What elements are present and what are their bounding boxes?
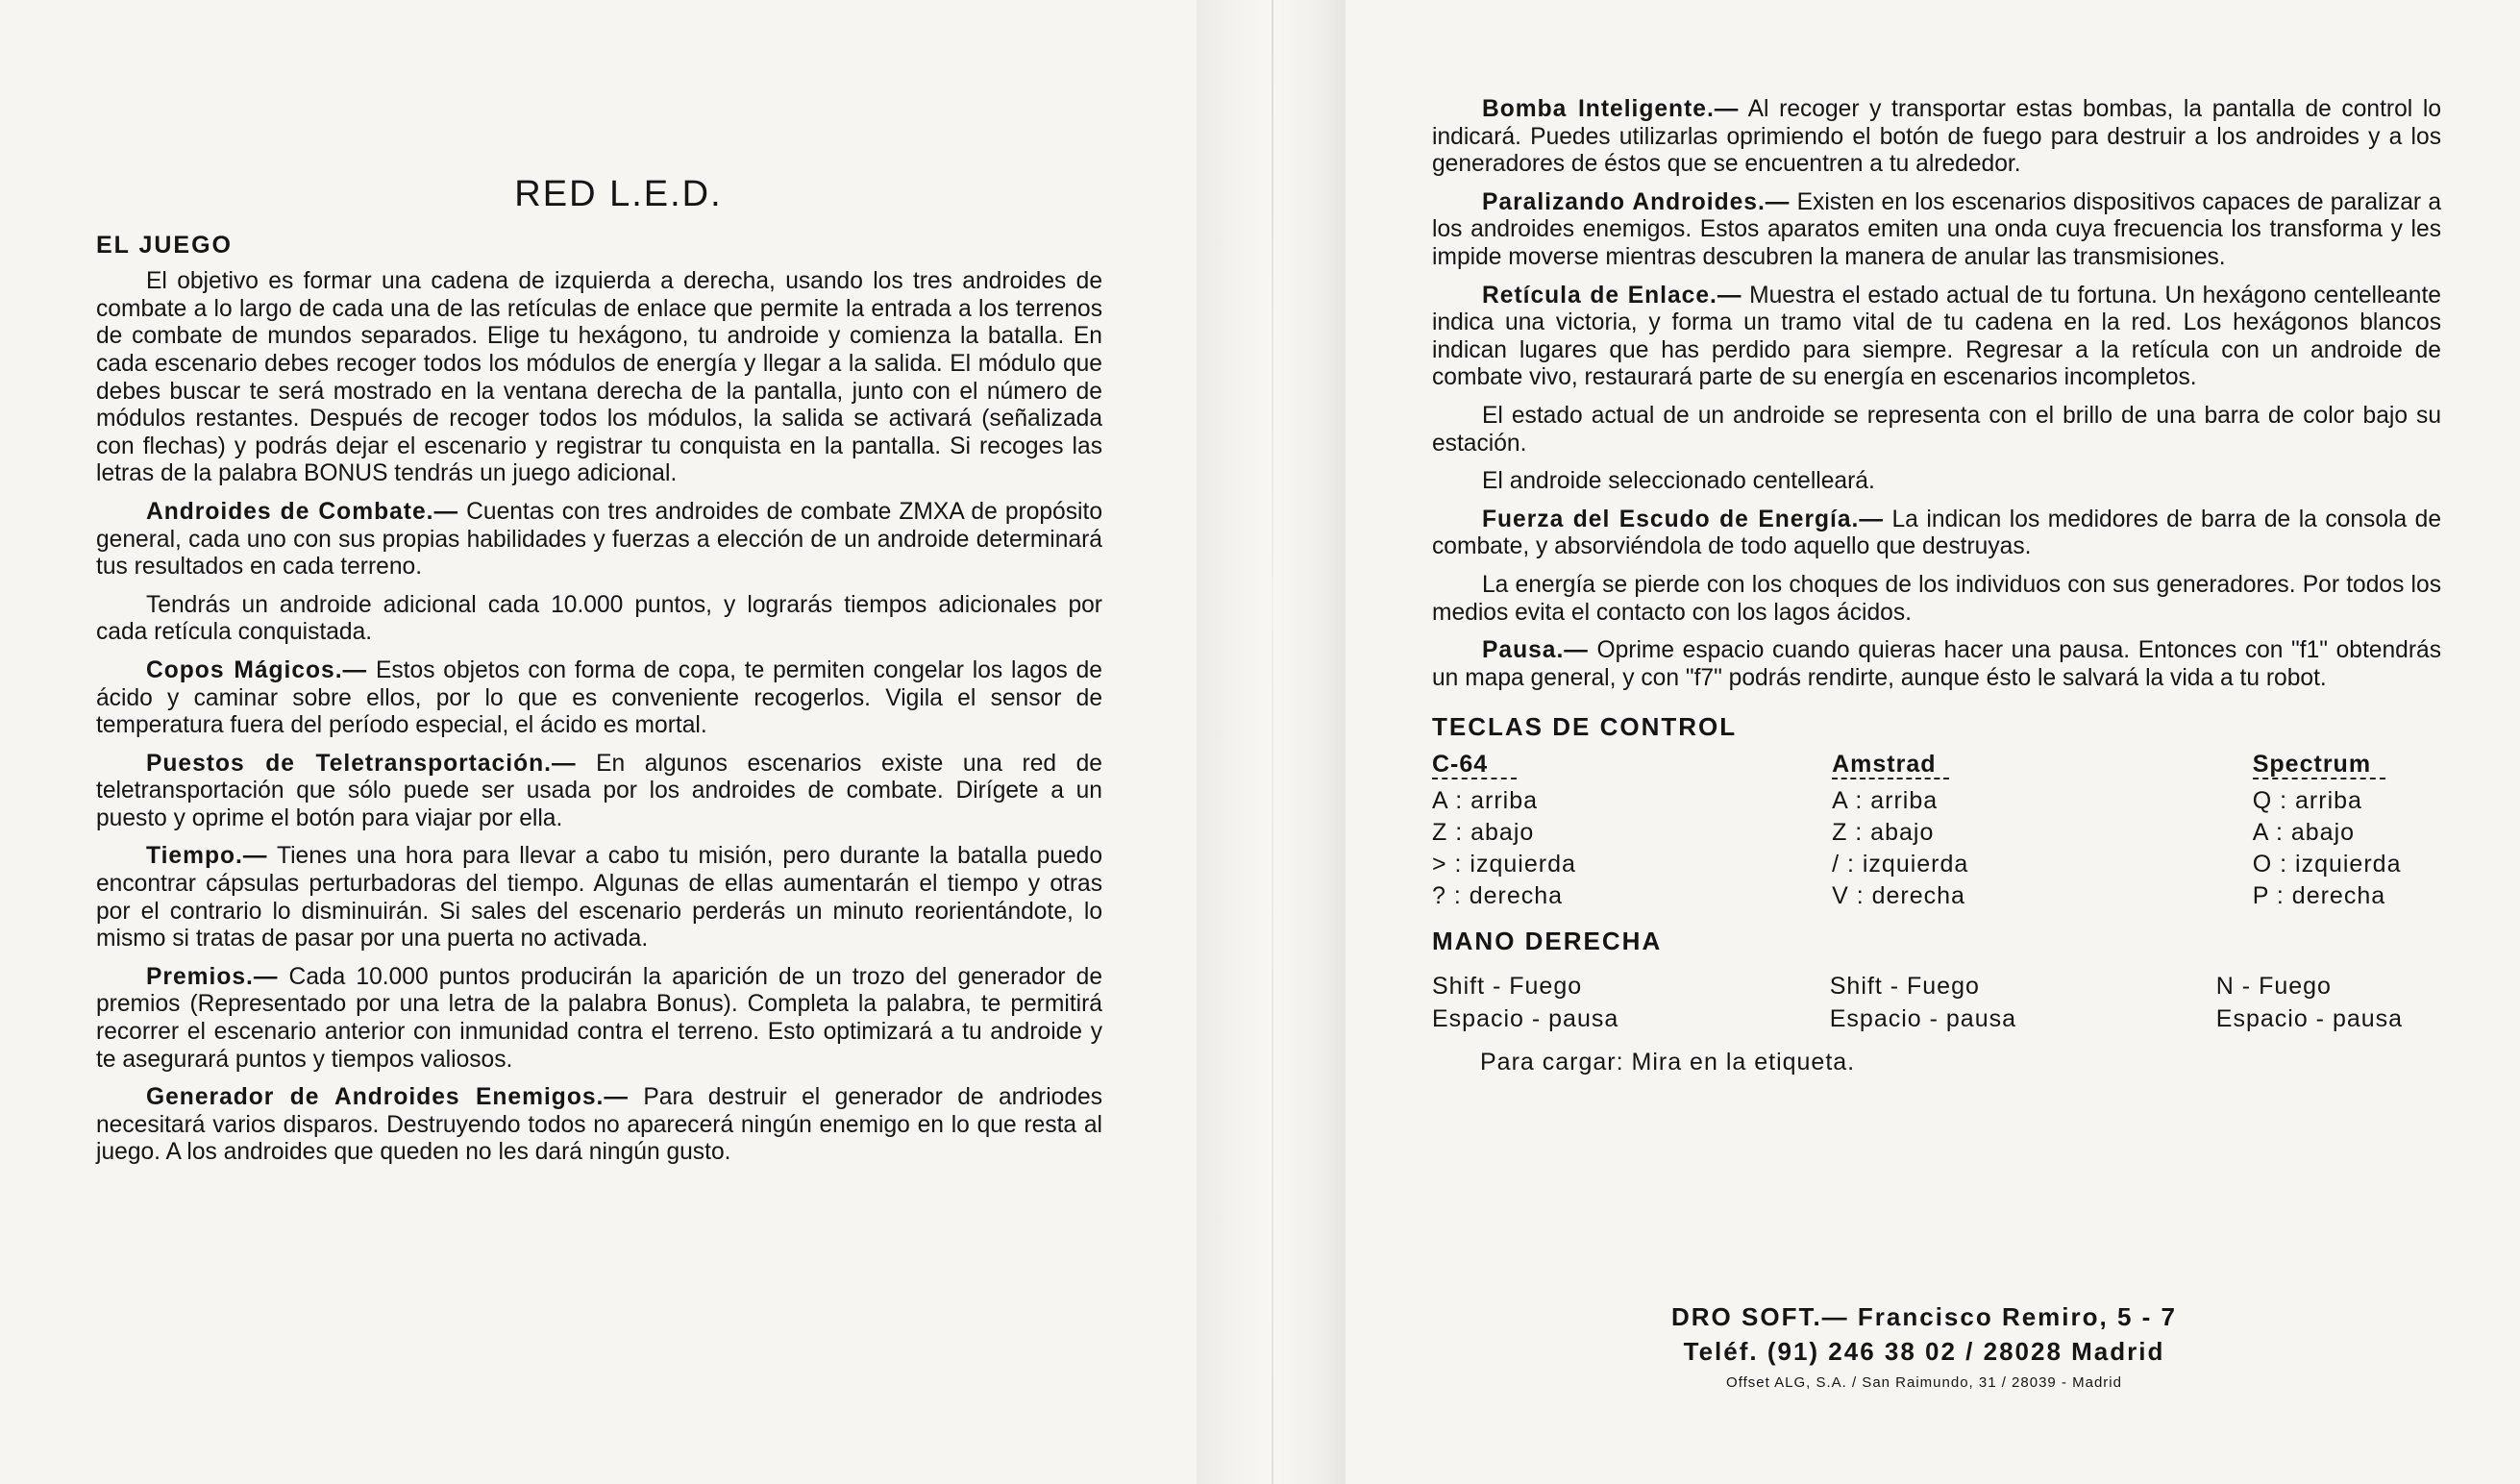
key-row: O : izquierda [2252,850,2402,878]
estado-paragraph: El estado actual de un androide se representa con el brillo de una barra de color bajo su estación. [1432,402,2441,457]
bomba-paragraph [1432,96,2441,179]
hand-amstrad [1830,970,2216,1035]
fire-key: N - Fuego [2215,973,2332,1001]
tiempo-heading: Tiempo.— [146,843,268,870]
teclas-heading: TECLAS DE CONTROL [1432,712,1738,742]
paralizando-text: Existen en los escenarios dispositivos capaces de paralizar a los androides enemigos. Estos aparatos emiten una onda cuya frecuencia los transforma y les impide moverse mientras descubren la manera de anular las transmisiones. [1432,188,2441,270]
key-row: A : arriba [1832,786,1939,814]
key-row: V : derecha [1832,881,1965,909]
generador-heading: Generador de Androides Enemigos.— [146,1084,629,1111]
publisher-address: DRO SOFT.— Francisco Remiro, 5 - 7 [1671,1302,2177,1331]
fuerza-text: La indican los medidores de barra de la consola de combate, y absorviéndola de todo aquello que destruyas. [1432,506,2441,560]
system-name-spectrum [2253,749,2441,779]
left-page [0,0,1197,1484]
keys-spectrum [2253,749,2441,912]
copos-text: Estos objetos con forma de copa, te permiten congelar los lagos de ácido y caminar sobre ellos, por lo que es conveniente recogerlos. Vigila el sensor de temperatura fuera del período especial, el ácido es mortal. [96,656,1102,739]
fuerza-heading: Fuerza del Escudo de Energía.— [1482,506,1884,532]
key-row: Z : abajo [1432,818,1535,846]
right-hand-table [1432,970,2441,1035]
paralizando-heading: Paralizando Androides.— [1482,188,1791,215]
premios-heading: Premios.— [146,963,279,990]
reticula-heading: Retícula de Enlace.— [1482,282,1742,309]
premios-text: Cada 10.000 puntos producirán la aparición de un trozo del generador de premios (Representado por una letra de la palabra Bonus). Completa la palabra, te permitirá recorrer el escenario anterior con inmunidad contra el terreno. Esto optimizará a tu androide y te asegurará puntos y tiempos valiosos. [96,963,1102,1073]
printer-credit: Offset ALG, S.A. / San Raimundo, 31 / 28039 - Madrid [1726,1374,2122,1391]
fold-crease [1272,0,1273,1484]
key-row: P : derecha [2252,881,2386,909]
publisher-block [1655,1299,2193,1391]
right-page [1346,0,2520,1484]
pause-key: Espacio - pausa [1432,1005,1619,1033]
system-name-amstrad [1832,749,2253,779]
reticula-paragraph [1432,283,2441,392]
hand-c64 [1432,970,1830,1035]
premios-paragraph [96,964,1102,1074]
key-row: > : izquierda [1432,850,1576,878]
page-title: RED L.E.D. [514,174,723,214]
fire-key: Shift - Fuego [1829,973,1980,1001]
pause-key: Espacio - pausa [2215,1005,2404,1033]
energia-paragraph: La energía se pierde con los choques de los individuos con sus generadores. Por todos los medios evita el contacto con los lagos ácidos. [1432,571,2441,626]
system-name-c64 [1432,749,1832,779]
generador-text: Para destruir el generador de andriodes necesitará varios disparos. Destruyendo todos no aparecerá ningún enemigo en lo que resta al juego. A los androides que queden no les dará ningún gusto. [96,1084,1102,1166]
puestos-paragraph [96,751,1102,833]
key-row: / : izquierda [1832,850,1969,878]
generador-paragraph [96,1084,1102,1167]
center-fold [1197,0,1346,1484]
intro-paragraph: El objetivo es formar una cadena de izquierda a derecha, usando los tres androides de combate a lo largo de cada una de las retículas de enlace que permite la entrada a los terrenos de combate de mundos separados. Elige tu hexágono, tu androide y comienza la batalla. En cada escenario debes recoger todos los módulos de energía y llegar a la salida. El módulo que debes buscar te será mostrado en la ventana derecha de la pantalla, junto con el número de módulos restantes. Después de recoger todos los módulos, la salida se activará (señalizada con flechas) y podrás dejar el escenario y registrar tu conquista en la pantalla. Si recoges las letras de la palabra BONUS tendrás un juego adicional. [96,268,1102,487]
seleccionado-paragraph: El androide seleccionado centelleará. [1482,468,1875,495]
pausa-paragraph [1432,637,2441,692]
paralizando-paragraph [1432,189,2441,272]
puestos-text: En algunos escenarios existe una red de teletransportación que sólo puede ser usada por los androides de combate. Dirígete a un puesto y oprime el botón para viajar por ella. [96,750,1102,831]
fire-key: Shift - Fuego [1432,973,1583,1001]
pausa-heading: Pausa.— [1482,637,1589,664]
left-column [96,174,1102,1177]
pause-key: Espacio - pausa [1829,1005,2017,1033]
load-instructions: Para cargar: Mira en la etiqueta. [1480,1049,1856,1076]
key-row: Q : arriba [2252,786,2362,814]
key-row: ? : derecha [1432,881,1564,909]
puestos-heading: Puestos de Teletransportación.— [146,750,577,777]
hand-spectrum [2216,970,2441,1035]
key-row: A : abajo [2252,818,2356,846]
key-row: A : arriba [1432,786,1539,814]
pausa-text: Oprime espacio cuando quieras hacer una pausa. Entonces con "f1" obtendrás un mapa general, y con "f7" podrás rendirte, aunque ésto le salvará la vida a tu robot. [1432,637,2441,691]
copos-heading: Copos Mágicos.— [146,656,368,683]
fuerza-paragraph [1432,507,2441,561]
right-column [1432,96,2441,1076]
bomba-heading: Bomba Inteligente.— [1482,96,1740,122]
dashed-underline [1432,778,1517,779]
key-row: Z : abajo [1832,818,1935,846]
androides-text: Cuentas con tres androides de combate ZMXA de propósito general, cada uno con sus propias habilidades y fuerzas a elección de un androide determinará tus resultados en cada terreno. [96,498,1102,581]
system-label: Spectrum [2252,750,2372,778]
dashed-underline [1832,778,1949,779]
reticula-text: Muestra el estado actual de tu fortuna. Un hexágono centelleante indica una victoria, y forma un tramo vital de tu cadena en la red. Los hexágonos blancos indican lugares que has perdido para siempre. Regresar a la retícula con un androide de combate vivo, restaurará parte de su energía en escenarios incompletos. [1432,282,2441,391]
tiempo-paragraph [96,843,1102,952]
publisher-phone: Teléf. (91) 246 38 02 / 28028 Madrid [1683,1337,2165,1366]
copos-paragraph [96,657,1102,740]
keys-amstrad [1832,749,2253,912]
dashed-underline [2253,778,2385,779]
bomba-text: Al recoger y transportar estas bombas, la pantalla de control lo indicará. Puedes utilizarlas oprimiendo el botón de fuego para destruir a los androides y a los generadores de éstos que se encuentren a tu alrededor. [1432,96,2442,178]
system-label: C-64 [1432,750,1489,778]
system-label: Amstrad [1832,750,1937,778]
androides-paragraph [96,499,1102,581]
tiempo-text: Tienes una hora para llevar a cabo tu misión, pero durante la batalla puedo encontrar cápsulas perturbadoras del tiempo. Algunas de ellas aumentarán el tiempo y otras por el contrario lo disminuirán. Si sales del escenario perderás un minuto reorientándote, lo mismo si tratas de pasar por una puerta no activada. [96,843,1102,952]
mano-derecha-heading: MANO DERECHA [1432,926,1663,955]
androides-heading: Androides de Combate.— [146,498,459,525]
keys-c64 [1432,749,1832,912]
key-table [1432,749,2441,912]
bonus-androide-paragraph: Tendrás un androide adicional cada 10.000 puntos, y lograrás tiempos adicionales por cada retícula conquistada. [96,591,1102,646]
section-heading-el-juego: EL JUEGO [96,231,233,259]
